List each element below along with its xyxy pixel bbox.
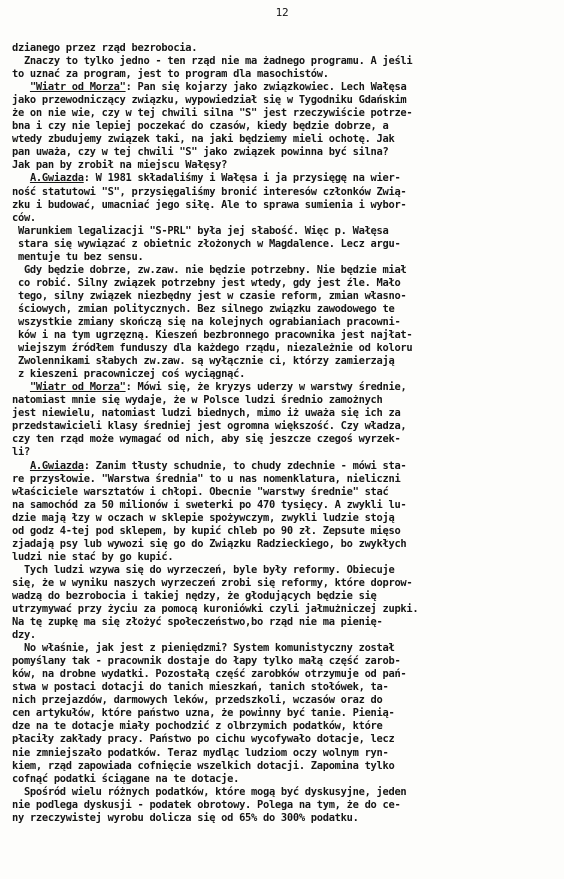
text-line (12, 133, 560, 146)
text-line (12, 668, 560, 681)
text-line (12, 616, 560, 629)
line-text: Zwolennikami słabych zw.zaw. są wyłącznie ci, którzy zamierzają (12, 355, 395, 368)
line-text: wadzą do bezrobocia i takiej nędzy, że głodujących będzie się (12, 589, 377, 602)
line-text: cen artykułów, które państwo uzna, że powinny być tanie. Pienią- (12, 707, 395, 720)
line-text: Znaczy to tylko jedno - ten rząd nie ma żadnego programu. A jeśli (12, 55, 413, 68)
text-line (12, 225, 560, 238)
line-text: re przysłowie. "Warstwa średnia" to u nas nomenklatura, nieliczni (12, 472, 401, 485)
line-text: wtedy zbudujemy związek taki, na jaki będziemy mieli ochotę. Jak (12, 133, 395, 146)
line-text: : Mówi się, że kryzys uderzy w warstwy średnie, (125, 381, 407, 394)
text-line (12, 264, 560, 277)
line-text: No właśnie, jak jest z pieniędzmi? System komunistyczny został (12, 642, 395, 655)
line-text: : W 1981 składaliśmy i Wałęsa i ja przysięgę na wier- (83, 172, 401, 185)
text-line (12, 551, 560, 564)
line-text: na samochód za 50 milionów i sweterki po 470 tysięcy. A zwykli lu- (12, 498, 407, 511)
text-line (12, 577, 560, 590)
text-line (12, 694, 560, 707)
text-line (12, 329, 560, 342)
text-line (12, 381, 560, 394)
text-line (12, 747, 560, 760)
line-text: ludzi nie stać by go kupić. (12, 550, 174, 563)
line-text: ców. (12, 211, 36, 224)
line-text: natomiast mnie się wydaje, że w Polsce ludzi średnio zamożnych (12, 394, 383, 407)
speaker-label: "Wiatr od Morza" (29, 381, 126, 394)
text-line (12, 107, 560, 120)
text-line (12, 186, 560, 199)
line-text: wszystkie zmiany skończą się na kolejnych ograbianiach pracowni- (12, 315, 401, 328)
text-line (12, 525, 560, 538)
line-text: Warunkiem legalizacji "S-PRL" była jej słabość. Więc p. Wałęsa (12, 224, 389, 237)
text-line (12, 473, 560, 486)
text-line (12, 681, 560, 694)
line-text: dzie mają łzy w oczach w sklepie spożywczym, zwykli ludzie stoją (12, 511, 395, 524)
line-text: pan uważa, czy w tej chwili "S" jako związek powinna być silna? (12, 146, 389, 159)
line-text: co robić. Silny związek potrzebny jest wtedy, gdy jest źle. Mało (12, 276, 401, 289)
text-line (12, 94, 560, 107)
text-line (12, 433, 560, 446)
speaker-label: A.Gwiazda (29, 459, 84, 472)
line-text: dzy. (12, 629, 36, 642)
line-text: od godz 4-tej pod sklepem, by kupić chleb po 90 zł. Zepsute mięso (12, 524, 401, 537)
text-line (12, 42, 560, 55)
line-text: : Pan się kojarzy jako związkowiec. Lech Wałęsa (125, 81, 407, 94)
text-line (12, 538, 560, 551)
line-text: że on nie wie, czy w tej chwili silna "S" jest rzeczywiście potrze- (12, 107, 413, 120)
line-text: z kieszeni pracowniczej coś wyciągnąć. (12, 368, 246, 381)
text-line (12, 655, 560, 668)
text-line (12, 55, 560, 68)
speaker-label: A.Gwiazda (29, 172, 84, 185)
line-text: jako przewodniczący związku, wypowiedział się w Tygodniku Gdańskim (12, 94, 407, 107)
text-line (12, 303, 560, 316)
text-line (12, 120, 560, 133)
line-text: kiem, rząd zapowiada cofnięcie wszelkich dotacji. Zapomina tylko (12, 759, 395, 772)
text-line (12, 212, 560, 225)
text-line (12, 290, 560, 303)
line-text: się, że w wyniku naszych wyrzeczeń zrobi się reformy, które doprow- (12, 576, 413, 589)
text-line (12, 277, 560, 290)
line-text: nie podlega dyskusji - podatek obrotowy. Polega na tym, że do ce- (12, 798, 401, 811)
speaker-label: "Wiatr od Morza" (29, 81, 126, 94)
text-line (12, 446, 560, 459)
line-text: nich przejazdów, darmowych leków, przedszkoli, wczasów oraz do (12, 694, 383, 707)
text-line (12, 642, 560, 655)
line-text: dze na te dotacje miały pochodzić z olbrzymich podatków, które (12, 720, 383, 733)
line-text: mentuje tu bez sensu. (12, 250, 144, 263)
line-text: wiejszym źródłem funduszy dla każdego rządu, niezależnie od koloru (12, 342, 413, 355)
text-line (12, 512, 560, 525)
line-text: jest niewielu, natomiast ludzi biednych, mimo iż uważa się ich za (12, 407, 401, 420)
text-line (12, 799, 560, 812)
line-text: pomyślany tak - pracownik dostaje do łapy tylko małą część zarob- (12, 655, 401, 668)
text-line (12, 420, 560, 433)
line-text: zjadają psy lub wywozi się go do Związku Radzieckiego, bo zwykłych (12, 537, 407, 550)
line-text: stara się wywiązać z obietnic złożonych w Magdalence. Lecz argu- (12, 237, 401, 250)
line-text: dzianego przez rząd bezrobocia. (12, 42, 198, 54)
line-text: Spośród wielu różnych podatków, które mogą być dyskusyjne, jeden (12, 785, 407, 798)
text-line (12, 812, 560, 825)
line-text: cofnąć podatki ściągane na te dotacje. (12, 772, 240, 785)
text-line (12, 629, 560, 642)
line-text: ściowych, zmian politycznych. Bez silnego związku zawodowego te (12, 302, 395, 315)
text-line (12, 68, 560, 81)
line-text: bna i czy nie lepiej poczekać do czasów, kiedy będzie dobrze, a (12, 120, 389, 133)
page-number: 12 (275, 6, 289, 19)
text-line (12, 603, 560, 616)
text-line (12, 486, 560, 499)
line-text: Jak pan by zrobił na miejscu Wałęsy? (12, 159, 228, 172)
line-text: ków, na drobne wydatki. Pozostałą część zarobków otrzymuje od pań- (12, 668, 407, 681)
line-text: ny rzeczywistej wyrobu dolicza się od 65% do 300% podatku. (12, 811, 359, 824)
line-text: to uznać za program, jest to program dla masochistów. (12, 68, 329, 81)
text-line (12, 760, 560, 773)
text-line (12, 316, 560, 329)
text-line (12, 590, 560, 603)
text-line (12, 238, 560, 251)
text-line (12, 159, 560, 172)
text-line (12, 355, 560, 368)
text-line (12, 460, 560, 473)
text-line (12, 499, 560, 512)
line-text: właściciele warsztatów i chłopi. Obecnie "warstwy średnie" stać (12, 485, 389, 498)
line-text: ków i na tym ugrzęzną. Kieszeń bezbronnego pracownika jest najłat- (12, 329, 413, 342)
text-line (12, 733, 560, 746)
text-line (12, 786, 560, 799)
line-text: Gdy będzie dobrze, zw.zaw. nie będzie potrzebny. Nie będzie miał (12, 263, 407, 276)
text-line (12, 720, 560, 733)
text-line (12, 368, 560, 381)
text-line (12, 407, 560, 420)
line-text: przedstawicieli klasy średniej jest ogromna większość. Czy władza, (12, 420, 407, 433)
text-line (12, 172, 560, 185)
line-text: : Zanim tłusty schudnie, to chudy zdechnie - mówi sta- (83, 459, 407, 472)
line-text: utrzymywać przy życiu za pomocą kuroniówki czyli jałmużniczej zupki. (12, 603, 419, 616)
text-line (12, 81, 560, 94)
text-line (12, 342, 560, 355)
line-text: ność statutowi "S", przysięgaliśmy bronić interesów członków Zwią- (12, 185, 407, 198)
text-line (12, 146, 560, 159)
line-text: nie zmniejszało podatków. Teraz mydląc ludziom oczy wolnym ryn- (12, 746, 389, 759)
text-line (12, 199, 560, 212)
line-text: li? (12, 446, 30, 459)
line-text: płaciły zakłady pracy. Państwo po cichu wycofywało dotacje, lecz (12, 733, 395, 746)
text-line (12, 394, 560, 407)
text-line (12, 707, 560, 720)
line-text: czy ten rząd może wymagać od nich, aby się jeszcze czegoś wyrzek- (12, 433, 401, 446)
line-text: stwa w postaci dotacji do tanich mieszkań, tanich stołówek, ta- (12, 681, 389, 694)
line-text: tego, silny związek niezbędny jest w czasie reform, zmian własno- (12, 289, 407, 302)
text-line (12, 773, 560, 786)
line-text: Tych ludzi wzywa się do wyrzeczeń, byle były reformy. Obiecuje (12, 563, 395, 576)
text-line (12, 251, 560, 264)
line-text: zku i budować, umacniać jego siłę. Ale to sprawa sumienia i wybor- (12, 198, 407, 211)
line-text: Na tę zupkę ma się złożyć społeczeństwo,bo rząd nie ma pienię- (12, 616, 383, 629)
text-line (12, 564, 560, 577)
body-text (12, 42, 560, 825)
